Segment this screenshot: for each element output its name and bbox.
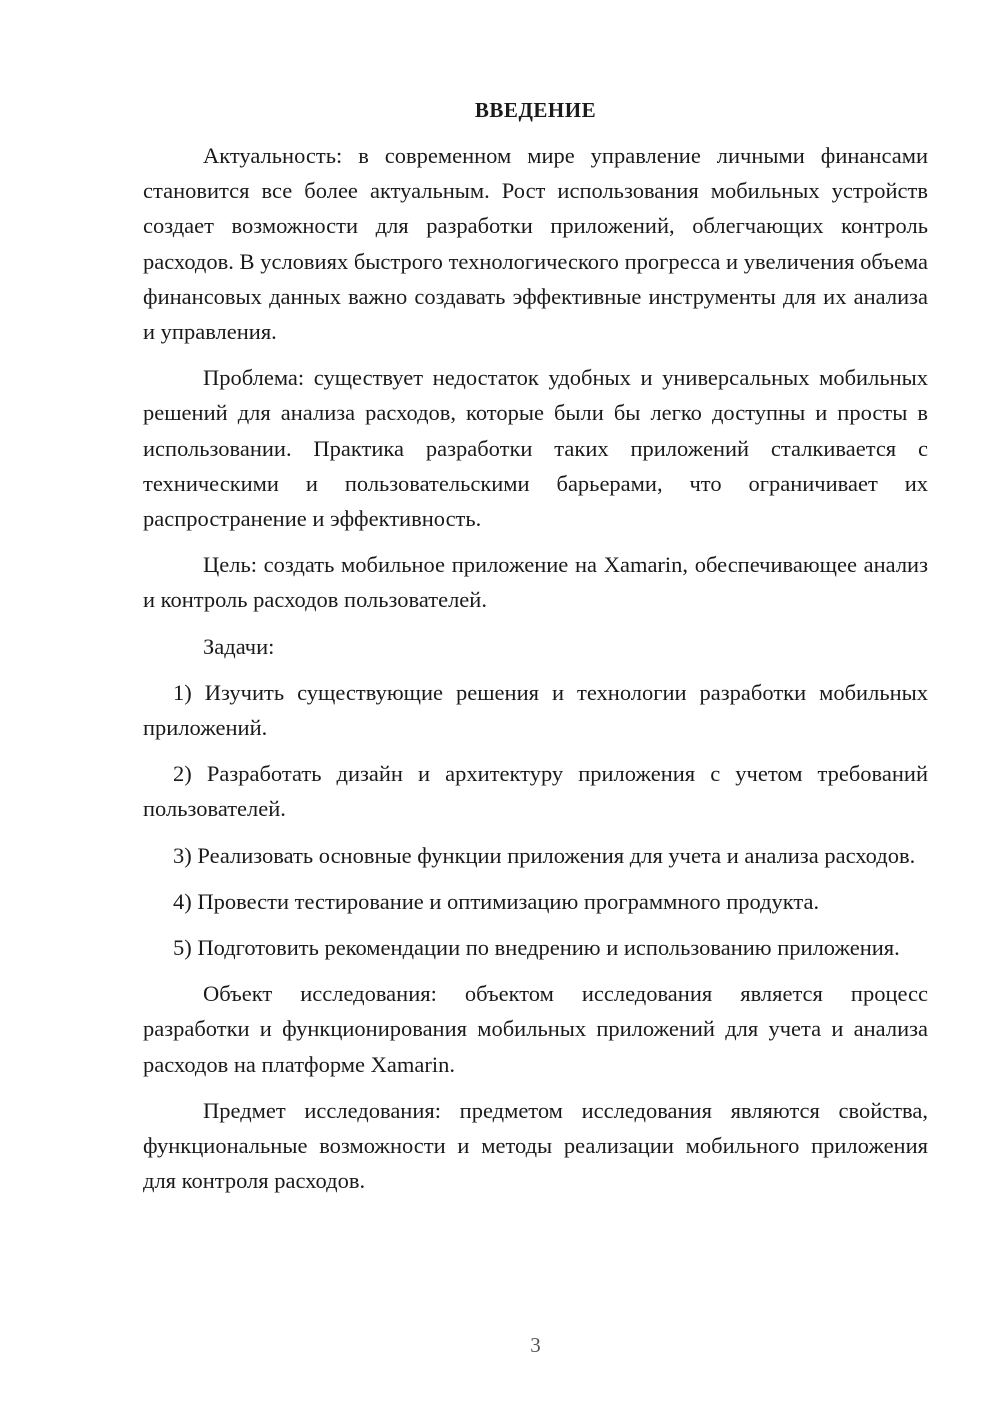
paragraph-subject: Предмет исследования: предметом исследования являются свойства, функциональные возможности и методы реализации мобильного приложения для контроля расходов. [143, 1097, 928, 1194]
section-title: ВВЕДЕНИЕ [474, 98, 597, 122]
page-number: 3 [530, 1333, 541, 1357]
task-item-3: 3) Реализовать основные функции приложения для учета и анализа расходов. [173, 842, 916, 868]
task-item-4: 4) Провести тестирование и оптимизацию программного продукта. [173, 888, 820, 914]
page-content [143, 95, 928, 1209]
task-item-5: 5) Подготовить рекомендации по внедрению и использованию приложения. [173, 935, 900, 961]
task-item-2: 2) Разработать дизайн и архитектуру приложения с учетом требований пользователей. [143, 761, 928, 822]
task-item-1: 1) Изучить существующие решения и технологии разработки мобильных приложений. [143, 679, 928, 741]
paragraph-goal: Цель: создать мобильное приложение на Xamarin, обеспечивающее анализ и контроль расходов пользователей. [143, 552, 928, 613]
paragraph-problem: Проблема: существует недостаток удобных и универсальных мобильных решений для анализа расходов, которые были бы легко доступны и просты в использовании. Практика разработки таких приложений сталкивается с техническими и пользовательскими барьерами, что ограничивает их распространение и эффективность. [143, 365, 928, 532]
paragraph-relevance: Актуальность: в современном мире управление личными финансами становится все более актуальным. Рост использования мобильных устройств создает возможности для разработки приложений, облегчающих контроль расходов. В условиях быстрого технологического прогресса и увеличения объема финансовых данных важно создавать эффективные инструменты для их анализа и управления. [143, 143, 928, 345]
paragraph-object: Объект исследования: объектом исследования является процесс разработки и функционирования мобильных приложений для учета и анализа расходов на платформе Xamarin. [143, 981, 928, 1077]
tasks-heading: Задачи: [203, 633, 275, 659]
